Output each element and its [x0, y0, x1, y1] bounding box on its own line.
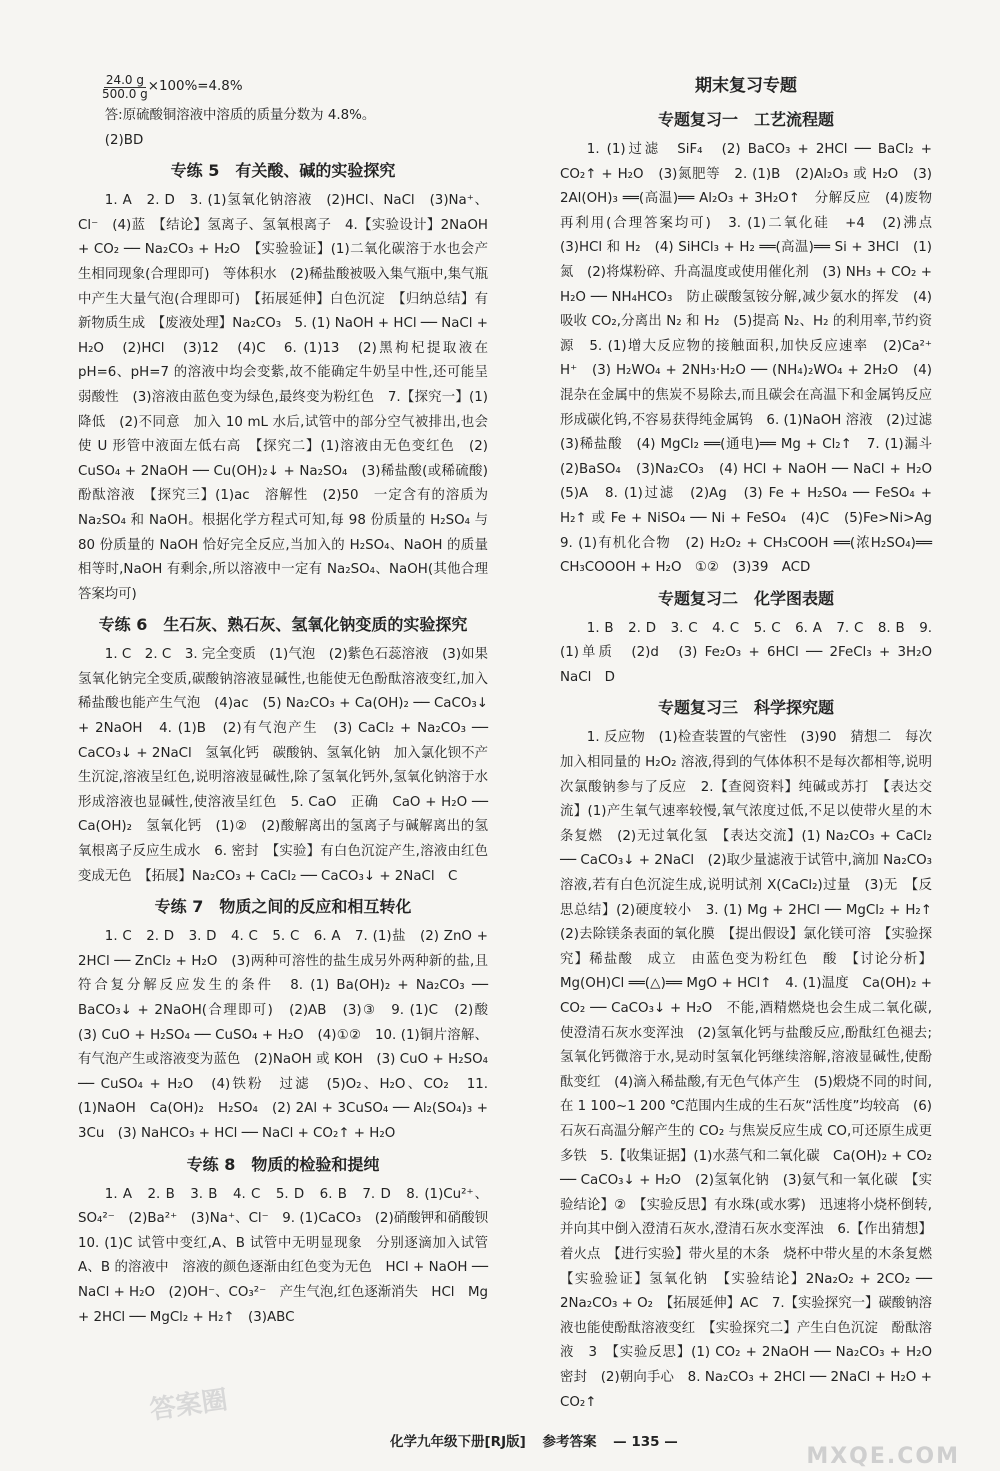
review-body-1: 1. (1)过滤 SiF₄ (2) BaCO₃ + 2HCl ── BaCl₂ + CO₂↑ + H₂O (3)氮肥等 2. (1)B (2)Al₂O₃ 或 H₂O (3) 2Al(OH)₃ ══(高温)══ Al₂O₃ + 3H₂O↑ 分解反应 (4)废物再利用(合理答案均可) 3. (1)二氧化硅 +4 (2)沸点 (3)HCl 和 H₂ (4) SiHCl₃ + H₂ ══(高温)══ Si + 3HCl (1)氮 (2)将煤粉碎、升高温度或使用催化剂 (3) NH₃ + CO₂ + H₂O ── NH₄HCO₃ 防止碳酸氢铵分解,减少氨水的挥发 (4)吸收 CO₂,分离出 N₂ 和 H₂ (5)提高 N₂、H₂ 的利用率,节约资源 5. (1)增大反应物的接触面积,加快反应速率 (2)Ca²⁺ H⁺ (3) H₂WO₄ + 2NH₃·H₂O ── (NH₄)₂WO₄ + 2H₂O (4)混杂在金属中的焦炭不易除去,而且碳会在高温下和金属钨反应形成碳化钨,不容易获得纯金属钨 6. (1)NaOH 溶液 (2)过滤 (3)稀盐酸 (4) MgCl₂ ══(通电)══ Mg + Cl₂↑ 7. (1)漏斗 (2)BaSO₄ (3)Na₂CO₃ (4) HCl + NaOH ── NaCl + H₂O (5)A 8. (1)过滤 (2)Ag (3) Fe + H₂SO₄ ── FeSO₄ + H₂↑ 或 Fe + NiSO₄ ── Ni + FeSO₄ (4)C (5)Fe>Ni>Ag 9. (1)有机化合物 (2) H₂O₂ + CH₃COOH ══(浓H₂SO₄)══ CH₃COOOH + H₂O ①② (3)39 ACD [560, 142, 946, 576]
section-title-7: 专练 7 物质之间的反应和相互转化 [154, 897, 412, 917]
answer-line: 答:原硫酸铜溶液中溶质的质量分数为 4.8%。 [104, 108, 376, 123]
left-column [78, 70, 502, 1330]
answer-line: (2)BD [104, 132, 144, 148]
fraction [102, 74, 148, 101]
review-title-1: 专题复习一 工艺流程题 [657, 110, 834, 129]
section-body-8: 1. A 2. B 3. B 4. C 5. D 6. B 7. D 8. (1)Cu²⁺、SO₄²⁻ (2)Ba²⁺ (3)Na⁺、Cl⁻ 9. (1)CaCO₃ (2)硝酸钾和硝酸钡 10. (1)C 试管中变红,A、B 试管中无明显现象 分别逐滴加入试管 A、B 的溶液中 溶液的颜色逐渐由红色变为无色 HCl + NaOH ── NaCl + H₂O (2)OH⁻、CO₃²⁻ 产生气泡,红色逐渐消失 HCl Mg + 2HCl ── MgCl₂ + H₂↑ (3)ABC [78, 1186, 502, 1325]
main-title: 期末复习专题 [695, 76, 797, 96]
footer-subject: 化学九年级下册[RJ版] [390, 1434, 526, 1450]
right-column [560, 70, 946, 1415]
review-title-2: 专题复习二 化学图表题 [657, 588, 834, 608]
section-body-7: 1. C 2. D 3. D 4. C 5. C 6. A 7. (1)盐 (2) ZnO + 2HCl ── ZnCl₂ + H₂O (3)两种可溶性的盐生成另外两种新的盐,且符合复分解反应发生的条件 8. (1) Ba(OH)₂ + Na₂CO₃ ── BaCO₃↓ + 2NaOH(合理即可) (2)AB (3)③ 9. (1)C (2)酸 (3) CuO + H₂SO₄ ── CuSO₄ + H₂O (4)①② 10. (1)铜片溶解、有气泡产生或溶液变为蓝色 (2)NaOH 或 KOH (3) CuO + H₂SO₄ ── CuSO₄ + H₂O (4)铁粉 过滤 (5)O₂、H₂O、CO₂ 11. (1)NaOH Ca(OH)₂ H₂SO₄ (2) 2Al + 3CuSO₄ ── Al₂(SO₄)₃ + 3Cu (3) NaHCO₃ + HCl ── NaCl + CO₂↑ + H₂O [78, 929, 502, 1141]
review-body-3: 1. 反应物 (1)检查装置的气密性 (3)90 猜想二 每次加入相同量的 H₂O₂ 溶液,得到的气体体积不是每次都相等,说明次氯酸钠参与了反应 2.【查阅资料】纯碱或苏打 【表达交流】(1)产生氧气速率较慢,氧气浓度过低,不足以使带火星的木条复燃 (2)无过氧化氢 【表达交流】(1) Na₂CO₃ + CaCl₂ ── CaCO₃↓ + 2NaCl (2)取少量滤液于试管中,滴加 Na₂CO₃ 溶液,若有白色沉淀生成,说明试剂 X(CaCl₂)过量 (3)无 【反思总结】(2)硬度较小 3. (1) Mg + 2HCl ── MgCl₂ + H₂↑ (2)去除镁条表面的氧化膜 【提出假设】氯化镁可溶 【实验探究】稀盐酸 成立 由蓝色变为粉红色 酸 【讨论分析】Mg(OH)Cl ══(△)══ MgO + HCl↑ 4. (1)温度 Ca(OH)₂ + CO₂ ── CaCO₃↓ + H₂O 不能,酒精燃烧也会生成二氧化碳,使澄清石灰水变浑浊 (2)氢氧化钙与盐酸反应,酚酞红色褪去;氢氧化钙微溶于水,晃动时氢氧化钙继续溶解,溶液显碱性,使酚酞变红 (4)滴入稀盐酸,有无色气体产生 (5)煅烧不同的时间,在 1 100~1 200 ℃范围内生成的生石灰“活性度”均较高 (6)石灰石高温分解产生的 CO₂ 与焦炭反应生成 CO,可还原生成更多铁 5.【收集证据】(1)水蒸气和二氧化碳 Ca(OH)₂ + CO₂ ── CaCO₃↓ + H₂O (2)氢氧化钠 (3)氨气和一氧化碳 【实验结论】② 【实验反思】有水珠(或水雾) 迅速将小烧杯倒转,并向其中倒入澄清石灰水,澄清石灰水变浑浊 6.【作出猜想】着火点 【进行实验】带火星的木条 烧杯中带火星的木条复燃 【实验验证】氢氧化钠 【实验结论】2Na₂O₂ + 2CO₂ ── 2Na₂CO₃ + O₂ 【拓展延伸】AC 7.【实验探究一】碳酸钠溶液也能使酚酞溶液变红 【实验探究二】产生白色沉淀 酚酞溶液 3 【实验反思】(1) CO₂ + 2NaOH ── Na₂CO₃ + H₂O 密封 (2)朝向手心 8. Na₂CO₃ + 2HCl ── 2NaCl + H₂O + CO₂↑ [560, 730, 946, 1410]
page-number: — 135 — [613, 1434, 678, 1450]
watermark-site: MXQE.COM [806, 1444, 960, 1469]
review-title-3: 专题复习三 科学探究题 [657, 698, 834, 718]
section-title-8: 专练 8 物质的检验和提纯 [186, 1154, 380, 1174]
watermark-stamp: 答案圈 [148, 1385, 230, 1426]
review-body-2: 1. B 2. D 3. C 4. C 5. C 6. A 7. C 8. B 9. (1)单质 (2)d (3) Fe₂O₃ + 6HCl ── 2FeCl₃ + 3H₂O NaCl D [560, 620, 946, 685]
section-title-5: 专练 5 有关酸、碱的实验探究 [170, 161, 396, 181]
fraction-line [78, 70, 488, 104]
footer-label: 参考答案 [542, 1434, 597, 1450]
section-title-6: 专练 6 生石灰、熟石灰、氢氧化钠变质的实验探究 [98, 615, 468, 635]
fraction-tail: ×100%=4.8% [147, 78, 243, 94]
section-body-6: 1. C 2. C 3. 完全变质 (1)气泡 (2)紫色石蕊溶液 (3)如果氢氧化钠完全变质,碳酸钠溶液显碱性,也能使无色酚酞溶液变红,加入稀盐酸也能产生气泡 (4)ac (5) Na₂CO₃ + Ca(OH)₂ ── CaCO₃↓ + 2NaOH 4. (1)B (2)有气泡产生 (3) CaCl₂ + Na₂CO₃ ── CaCO₃↓ + 2NaCl 氢氧化钙 碳酸钠、氢氧化钠 加入氯化钡不产生沉淀,溶液呈红色,说明溶液显碱性,除了氢氧化钙外,氢氧化钠溶于水形成溶液也显碱性,使溶液呈红色 5. CaO 正确 CaO + H₂O ── Ca(OH)₂ 氢氧化钙 (1)② (2)酸解离出的氢离子与碱解离出的氢氧根离子反应生成水 6. 密封 【实验】有白色沉淀产生,溶液由红色变成无色 【拓展】Na₂CO₃ + CaCl₂ ── CaCO₃↓ + 2NaCl C [78, 647, 488, 884]
section-body-5: 1. A 2. D 3. (1)氢氧化钠溶液 (2)HCl、NaCl (3)Na⁺、Cl⁻ (4)蓝 【结论】氢离子、氢氧根离子 4.【实验设计】2NaOH + CO₂ ── Na₂CO₃ + H₂O 【实验验证】(1)二氧化碳溶于水也会产生相同现象(合理即可) 等体积水 (2)稀盐酸被吸入集气瓶中,集气瓶中产生大量气泡(合理即可) 【拓展延伸】白色沉淀 【归纳总结】有新物质生成 【废液处理】Na₂CO₃ 5. (1) NaOH + HCl ── NaCl + H₂O (2)HCl (3)12 (4)C 6. (1)13 (2)黑枸杞提取液在 pH=6、pH=7 的溶液中均会变紫,故不能确定牛奶呈中性,还可能呈弱酸性 (3)溶液由蓝色变为绿色,最终变为粉红色 7.【探究一】(1)降低 (2)不同意 加入 10 mL 水后,试管中的部分空气被排出,也会使 U 形管中液面左低右高 【探究二】(1)溶液由无色变红色 (2) CuSO₄ + 2NaOH ── Cu(OH)₂↓ + Na₂SO₄ (3)稀盐酸(或稀硫酸) 酚酞溶液 【探究三】(1)ac 溶解性 (2)50 一定含有的溶质为 Na₂SO₄ 和 NaOH。根据化学方程式可知,每 98 份质量的 H₂SO₄ 与 80 份质量的 NaOH 恰好完全反应,当加入的 H₂SO₄、NaOH 的质量相等时,NaOH 有剩余,所以溶液中一定有 Na₂SO₄、NaOH(其他合理答案均可) [78, 193, 502, 602]
fraction-numerator: 24.0 g [105, 72, 144, 87]
page-footer [390, 1430, 690, 1450]
fraction-denominator: 500.0 g [102, 86, 148, 101]
